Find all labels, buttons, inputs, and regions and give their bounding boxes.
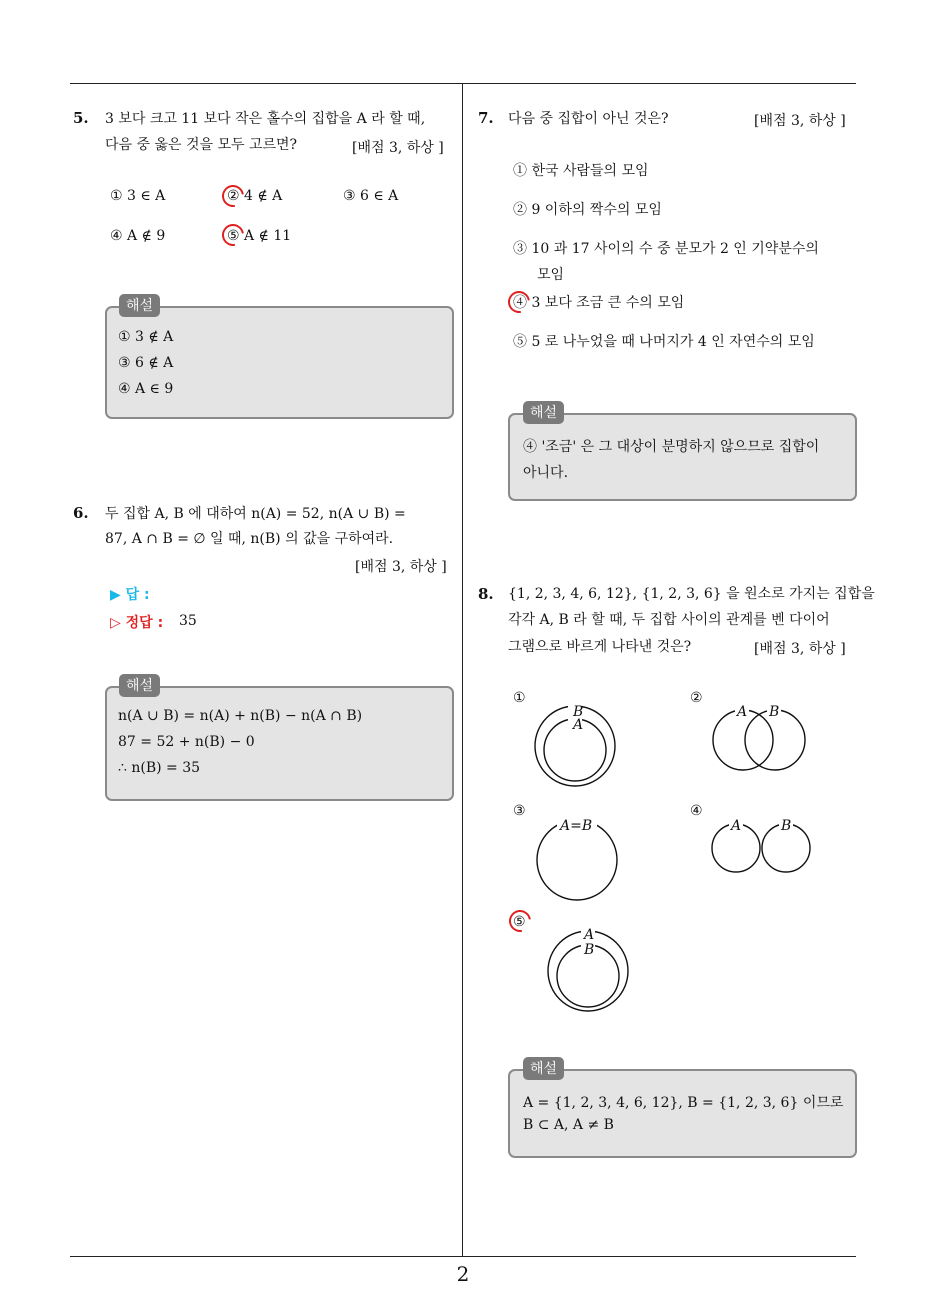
top-rule [70,83,856,84]
q6-correct-label: ▷ 정답 : [110,615,164,631]
q7-choice-2[interactable]: ② 9 이하의 짝수의 모임 [513,202,662,218]
venn-3-label-ab: A=B [560,818,593,834]
venn-diagram-1[interactable] [530,700,620,790]
q5-choice-3[interactable]: ③ 6 ∈ A [343,188,399,204]
q6-explanation-line: 87 = 52 + n(B) − 0 [118,734,255,750]
q7-number: 7. [478,109,494,127]
column-divider [462,83,463,1256]
answer-mark-icon [505,906,536,937]
q5-explanation-box [105,306,454,419]
venn-diagram-4[interactable] [705,812,815,882]
venn-5-label-a: A [584,927,595,943]
venn-diagram-2[interactable] [705,700,815,780]
q8-explanation-line: A = {1, 2, 3, 4, 6, 12}, B = {1, 2, 3, 6} 이므로 [523,1095,844,1111]
venn-2-label-b: B [769,704,780,720]
q6-line2: 87, A ∩ B = ∅ 일 때, n(B) 의 값을 구하여라. [105,531,394,547]
venn-5-label-b: B [584,942,595,958]
q5-line2: 다음 중 옳은 것을 모두 고르면? [105,137,298,153]
q5-explanation-line: ① 3 ∉ A [118,329,174,345]
q8-number: 8. [478,585,494,603]
q6-explanation-box [105,686,454,801]
venn-4-label-b: B [781,818,792,834]
q6-answer-label: ▶ 답 : [110,587,150,603]
q5-explanation-line: ④ A ∈ 9 [118,381,174,397]
q5-choice-1[interactable]: ① 3 ∈ A [110,188,166,204]
explanation-tag: 해설 [523,1057,564,1080]
q8-option-4-label[interactable]: ④ [690,803,703,819]
venn-4-label-a: A [731,818,742,834]
venn-2-label-a: A [737,704,748,720]
page-number: 2 [456,1262,470,1286]
q8-explanation-line: B ⊂ A, A ≠ B [523,1117,614,1133]
q7-score: [배점 3, 하상 ] [754,113,846,129]
venn-diagram-3[interactable] [530,812,630,907]
explanation-tag: 해설 [523,401,564,424]
q7-choice-5[interactable]: ⑤ 5 로 나누었을 때 나머지가 4 인 자연수의 모임 [513,334,815,350]
q5-choice-5[interactable]: ⑤ A ∉ 11 [227,228,292,244]
q6-correct-value: 35 [179,613,197,629]
explanation-tag: 해설 [119,294,160,317]
q5-choice-2[interactable]: ② 4 ∉ A [227,188,283,204]
q8-option-1-label[interactable]: ① [513,690,526,706]
venn-1-label-a: A [573,717,584,733]
q8-option-5-label[interactable]: ⑤ [513,914,526,930]
q5-number: 5. [73,109,89,127]
q7-explanation-line: ④ '조금' 은 그 대상이 분명하지 않으므로 집합이 [523,439,820,455]
q8-score: [배점 3, 하상 ] [754,641,846,657]
q7-explanation-line: 아니다. [523,465,569,481]
q6-explanation-line: n(A ∪ B) = n(A) + n(B) − n(A ∩ B) [118,708,363,724]
q8-line3: 그램으로 바르게 나타낸 것은? [508,639,692,655]
q7-choice-3-cont: 모임 [537,267,565,283]
q6-explanation-line: ∴ n(B) = 35 [118,760,201,776]
q8-explanation-box [508,1069,857,1158]
venn-diagram-5[interactable] [540,922,635,1017]
q8-option-2-label[interactable]: ② [690,690,703,706]
q8-line1: {1, 2, 3, 4, 6, 12}, {1, 2, 3, 6} 을 원소로 가지는 집합을 [508,586,875,602]
bottom-rule [70,1256,856,1257]
q5-line1: 3 보다 크고 11 보다 작은 홀수의 집합을 A 라 할 때, [105,111,426,127]
q6-line1: 두 집합 A, B 에 대하여 n(A) = 52, n(A ∪ B) = [105,506,406,522]
q7-choice-1[interactable]: ① 한국 사람들의 모임 [513,163,649,179]
q7-line1: 다음 중 집합이 아닌 것은? [508,111,669,127]
q8-option-3-label[interactable]: ③ [513,803,526,819]
q6-score: [배점 3, 하상 ] [355,559,447,575]
q5-explanation-line: ③ 6 ∉ A [118,355,174,371]
q7-explanation-box [508,413,857,501]
q5-choice-4[interactable]: ④ A ∉ 9 [110,228,166,244]
q8-line2: 각각 A, B 라 할 때, 두 집합 사이의 관계를 벤 다이어 [508,612,830,628]
venn-1-label-b: B [573,704,584,720]
q6-number: 6. [73,504,89,522]
q7-choice-4[interactable]: ④ 3 보다 조금 큰 수의 모임 [513,295,685,311]
explanation-tag: 해설 [119,674,160,697]
q5-score: [배점 3, 하상 ] [352,140,444,156]
q7-choice-3[interactable]: ③ 10 과 17 사이의 수 중 분모가 2 인 기약분수의 [513,241,819,257]
